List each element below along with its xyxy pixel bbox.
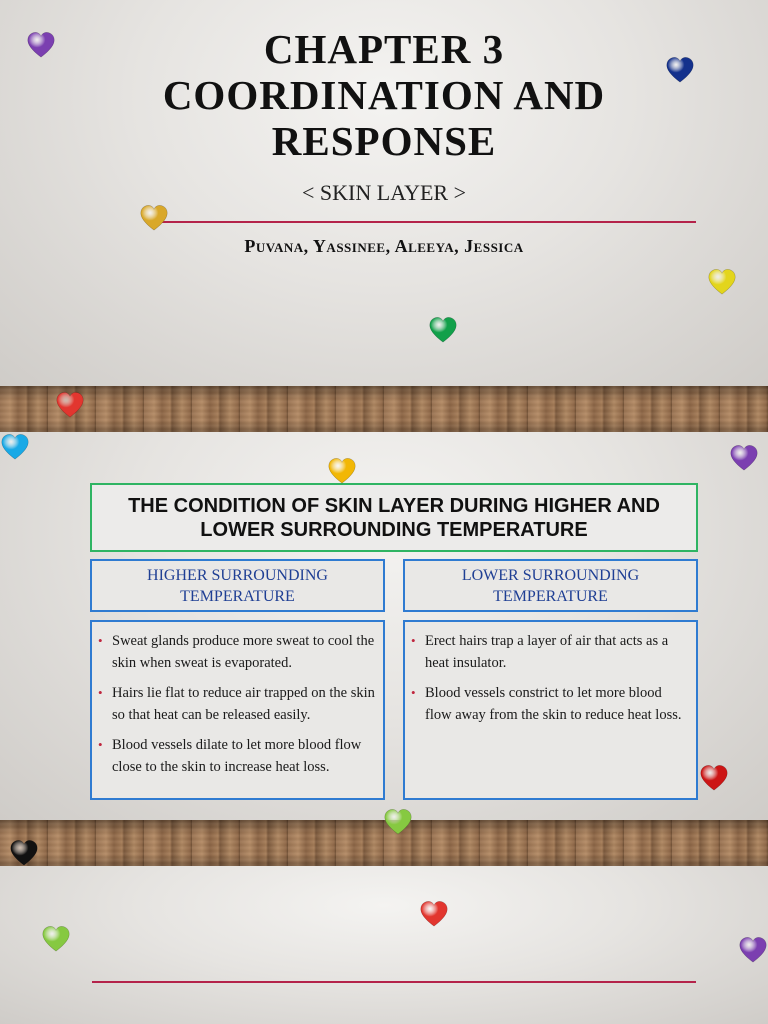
heart-icon (699, 764, 729, 792)
heart-icon (55, 391, 85, 419)
list-item: • Blood vessels constrict to let more blood flow away from the skin to reduce heat loss. (425, 682, 688, 726)
heart-icon (26, 31, 56, 59)
title-slide (0, 0, 768, 386)
heart-icon (0, 433, 30, 461)
title-line-2: COORDINATION AND (162, 72, 606, 118)
list-item: • Blood vessels dilate to let more blood flow close to the skin to increase heat loss. (112, 734, 375, 778)
lower-temp-header: LOWER SURROUNDING TEMPERATURE (403, 559, 698, 612)
list-item: • Erect hairs trap a layer of air that acts as a heat insulator. (425, 630, 688, 674)
heart-icon (738, 936, 768, 964)
higher-temp-header: HIGHER SURROUNDING TEMPERATURE (90, 559, 385, 612)
wood-floor-strip (0, 386, 768, 432)
slide-title (0, 26, 768, 164)
authors-line: Puvana, Yassinee, Aleeya, Jessica (244, 236, 524, 256)
lower-temp-points (403, 620, 698, 800)
heart-icon (707, 268, 737, 296)
list-item: • Hairs lie flat to reduce air trapped on the skin so that heat can be released easily. (112, 682, 375, 726)
heart-icon (428, 316, 458, 344)
divider-line (150, 221, 696, 223)
next-slide-partial (0, 866, 768, 1024)
content-slide (0, 432, 768, 820)
title-line-1: CHAPTER 3 (263, 26, 505, 72)
heart-icon (327, 457, 357, 485)
slide-subtitle: < SKIN LAYER > (302, 180, 466, 205)
heart-icon (139, 204, 169, 232)
heart-icon (9, 839, 39, 867)
heart-icon (729, 444, 759, 472)
section-heading: THE CONDITION OF SKIN LAYER DURING HIGHER AND LOWER SURROUNDING TEMPERATURE (90, 483, 698, 552)
heart-icon (41, 925, 71, 953)
higher-temp-points (90, 620, 385, 800)
heart-icon (383, 808, 413, 836)
title-line-3: RESPONSE (271, 118, 497, 164)
list-item: • Sweat glands produce more sweat to cool the skin when sweat is evaporated. (112, 630, 375, 674)
divider-line (92, 981, 696, 983)
heart-icon (419, 900, 449, 928)
heart-icon (665, 56, 695, 84)
